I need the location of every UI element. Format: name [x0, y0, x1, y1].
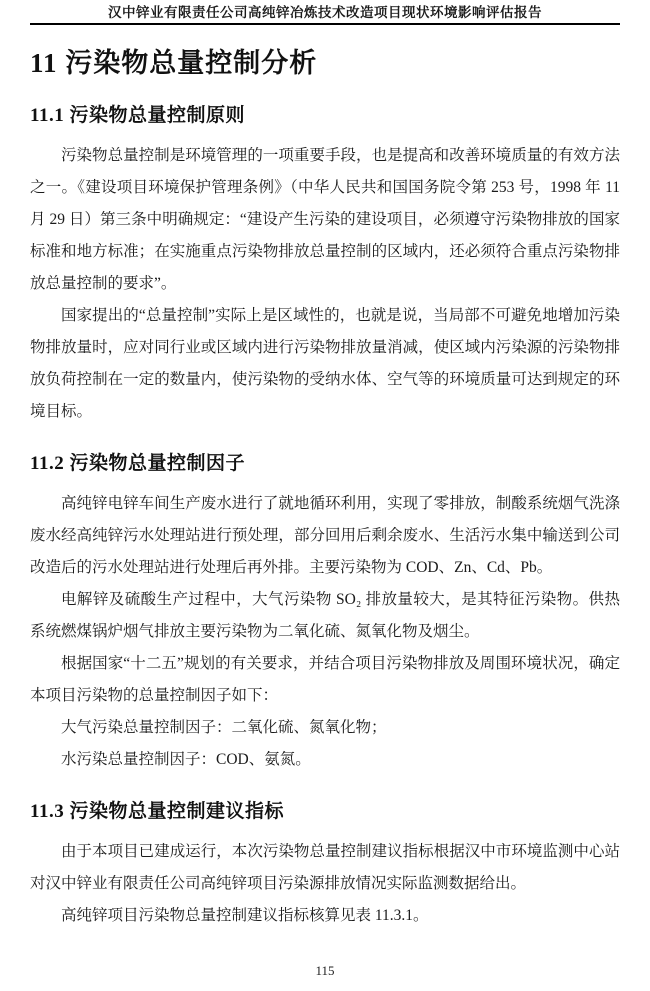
paragraph: 高纯锌项目污染物总量控制建议指标核算见表 11.3.1。 [61, 907, 429, 924]
running-header [0, 0, 650, 21]
page-header-title: 汉中锌业有限责任公司高纯锌冶炼技术改造项目现状环境影响评估报告 [108, 5, 542, 20]
paragraph: 由于本项目已建成运行，本次污染物总量控制建议指标根据汉中市环境监测中心站对汉中锌业有限责任公司高纯锌项目污染源排放情况实际监测数据给出。 [30, 843, 620, 892]
chapter-heading: 11 污染物总量控制分析 [30, 48, 318, 78]
paragraph-water-control-factors: 水污染总量控制因子：COD、氨氮。 [61, 751, 311, 768]
section-heading-11-3: 11.3 污染物总量控制建议指标 [30, 801, 284, 822]
paragraph: 污染物总量控制是环境管理的一项重要手段，也是提高和改善环境质量的有效方法之一。《建设项目环境保护管理条例》（中华人民共和国国务院令第 253 号，1998 年 11 月 29 日）第三条中明确规定：“建设产生污染的建设项目，必须遵守污染物排放的国家标准和地方标准；在实施重点污染物排放总量控制的区域内，还必须符合重点污染物排放总量控制的要求”。 [30, 147, 620, 292]
paragraph: 电解锌及硫酸生产过程中，大气污染物 SO₂ 排放量较大，是其特征污染物。供热系统燃煤锅炉烟气排放主要污染物为二氧化硫、氮氧化物及烟尘。 [30, 591, 620, 640]
page-content [0, 46, 650, 932]
page-number: 115 [315, 963, 335, 978]
section-heading-11-2: 11.2 污染物总量控制因子 [30, 453, 245, 474]
paragraph: 高纯锌电锌车间生产废水进行了就地循环利用，实现了零排放，制酸系统烟气洗涤废水经高纯锌污水处理站进行预处理，部分回用后剩余废水、生活污水集中输送到公司改造后的污水处理站进行处理后再外排。主要污染物为 COD、Zn、Cd、Pb。 [30, 495, 620, 576]
page-footer [0, 963, 650, 979]
section-heading-11-1: 11.1 污染物总量控制原则 [30, 105, 245, 126]
paragraph: 国家提出的“总量控制”实际上是区域性的，也就是说，当局部不可避免地增加污染物排放量时，应对同行业或区域内进行污染物排放量消减，使区域内污染源的污染物排放负荷控制在一定的数量内，使污染物的受纳水体、空气等的环境质量可达到规定的环境目标。 [30, 307, 620, 420]
paragraph: 根据国家“十二五”规划的有关要求，并结合项目污染物排放及周围环境状况，确定本项目污染物的总量控制因子如下： [30, 655, 620, 704]
paragraph-air-control-factors: 大气污染总量控制因子：二氧化硫、氮氧化物； [61, 719, 387, 736]
header-rule [30, 23, 620, 25]
